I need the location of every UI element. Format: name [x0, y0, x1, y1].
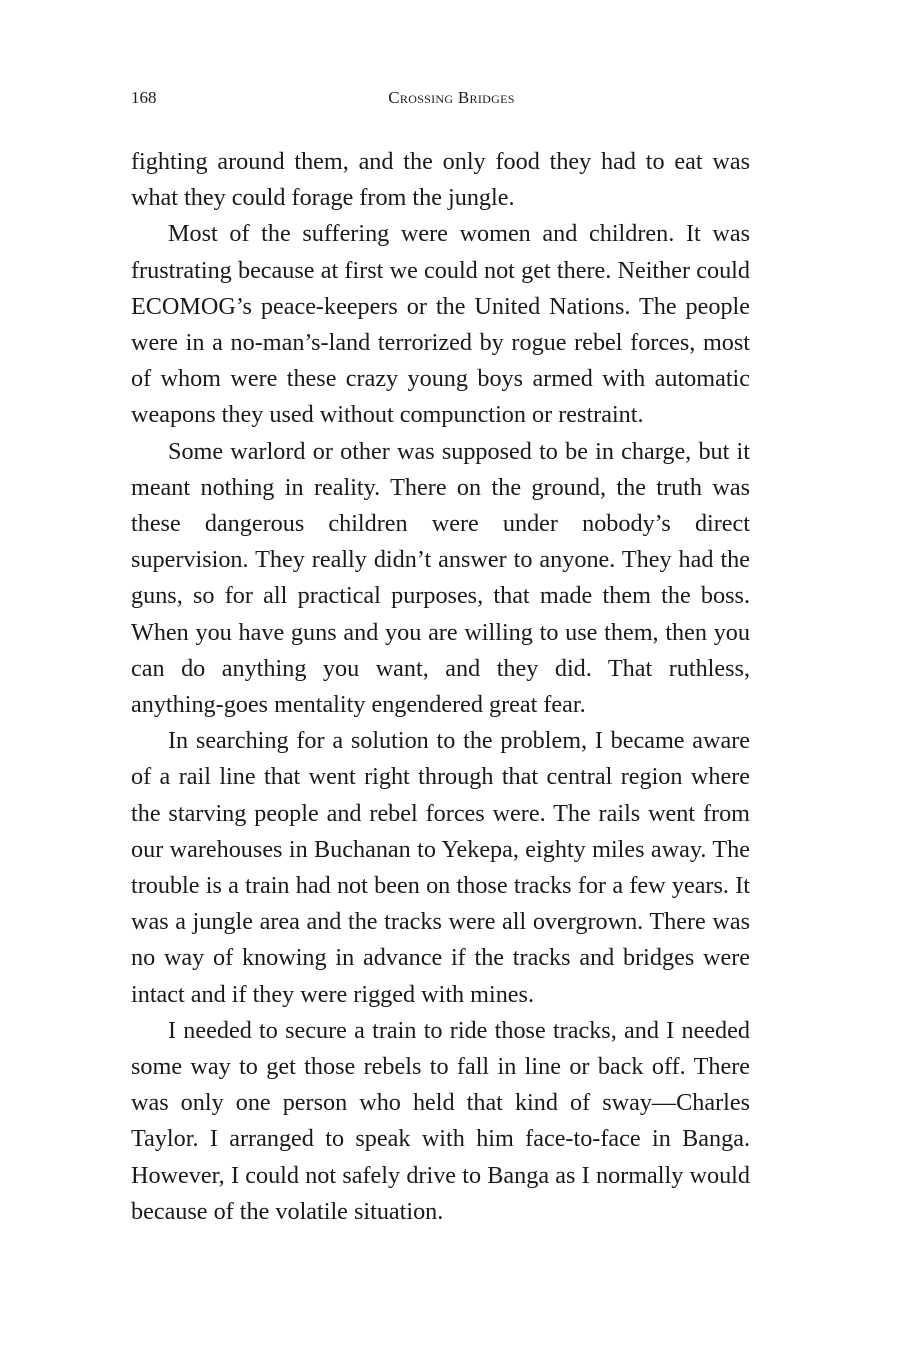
paragraph: Some warlord or other was supposed to be in charge, but it meant nothing in reality. There on the ground, the truth was these dangerous children were under nobody’s direct supervision. They really didn’t answer to anyone. They had the guns, so for all practical purposes, that made them the boss. When you have guns and you are willing to use them, then you can do anything you want, and they did. That ruthless, anything-goes mentality engendered great fear. [131, 437, 750, 719]
paragraph: Most of the suffering were women and children. It was frustrating because at first we could not get there. Neither could ECOMOG’s peace-keepers or the United Nations. The people were in a no-man’s-land terrorized by rogue rebel forces, most of whom were these crazy young boys armed with automatic weapons they used without compunction or restraint. [131, 220, 750, 429]
page-number: 168 [131, 88, 157, 107]
running-title: Crossing Bridges [388, 88, 515, 107]
paragraph: In searching for a solution to the problem, I became aware of a rail line that went right through that central region where the starving people and rebel forces were. The rails went from our warehouses in Buchanan to Yekepa, eighty miles away. The trouble is a train had not been on those tracks for a few years. It was a jungle area and the tracks were all overgrown. There was no way of knowing in advance if the tracks and bridges were intact and if they were rigged with mines. [131, 727, 750, 1008]
body-text [131, 144, 750, 1230]
paragraph-continuation: fighting around them, and the only food they had to eat was what they could forage from the jungle. [131, 148, 750, 212]
paragraph: I needed to secure a train to ride those tracks, and I needed some way to get those rebels to fall in line or back off. There was only one person who held that kind of sway—Charles Taylor. I arranged to speak with him face-to-face in Banga. However, I could not safely drive to Banga as I normally would because of the volatile situation. [131, 1016, 750, 1225]
running-head [131, 86, 750, 110]
